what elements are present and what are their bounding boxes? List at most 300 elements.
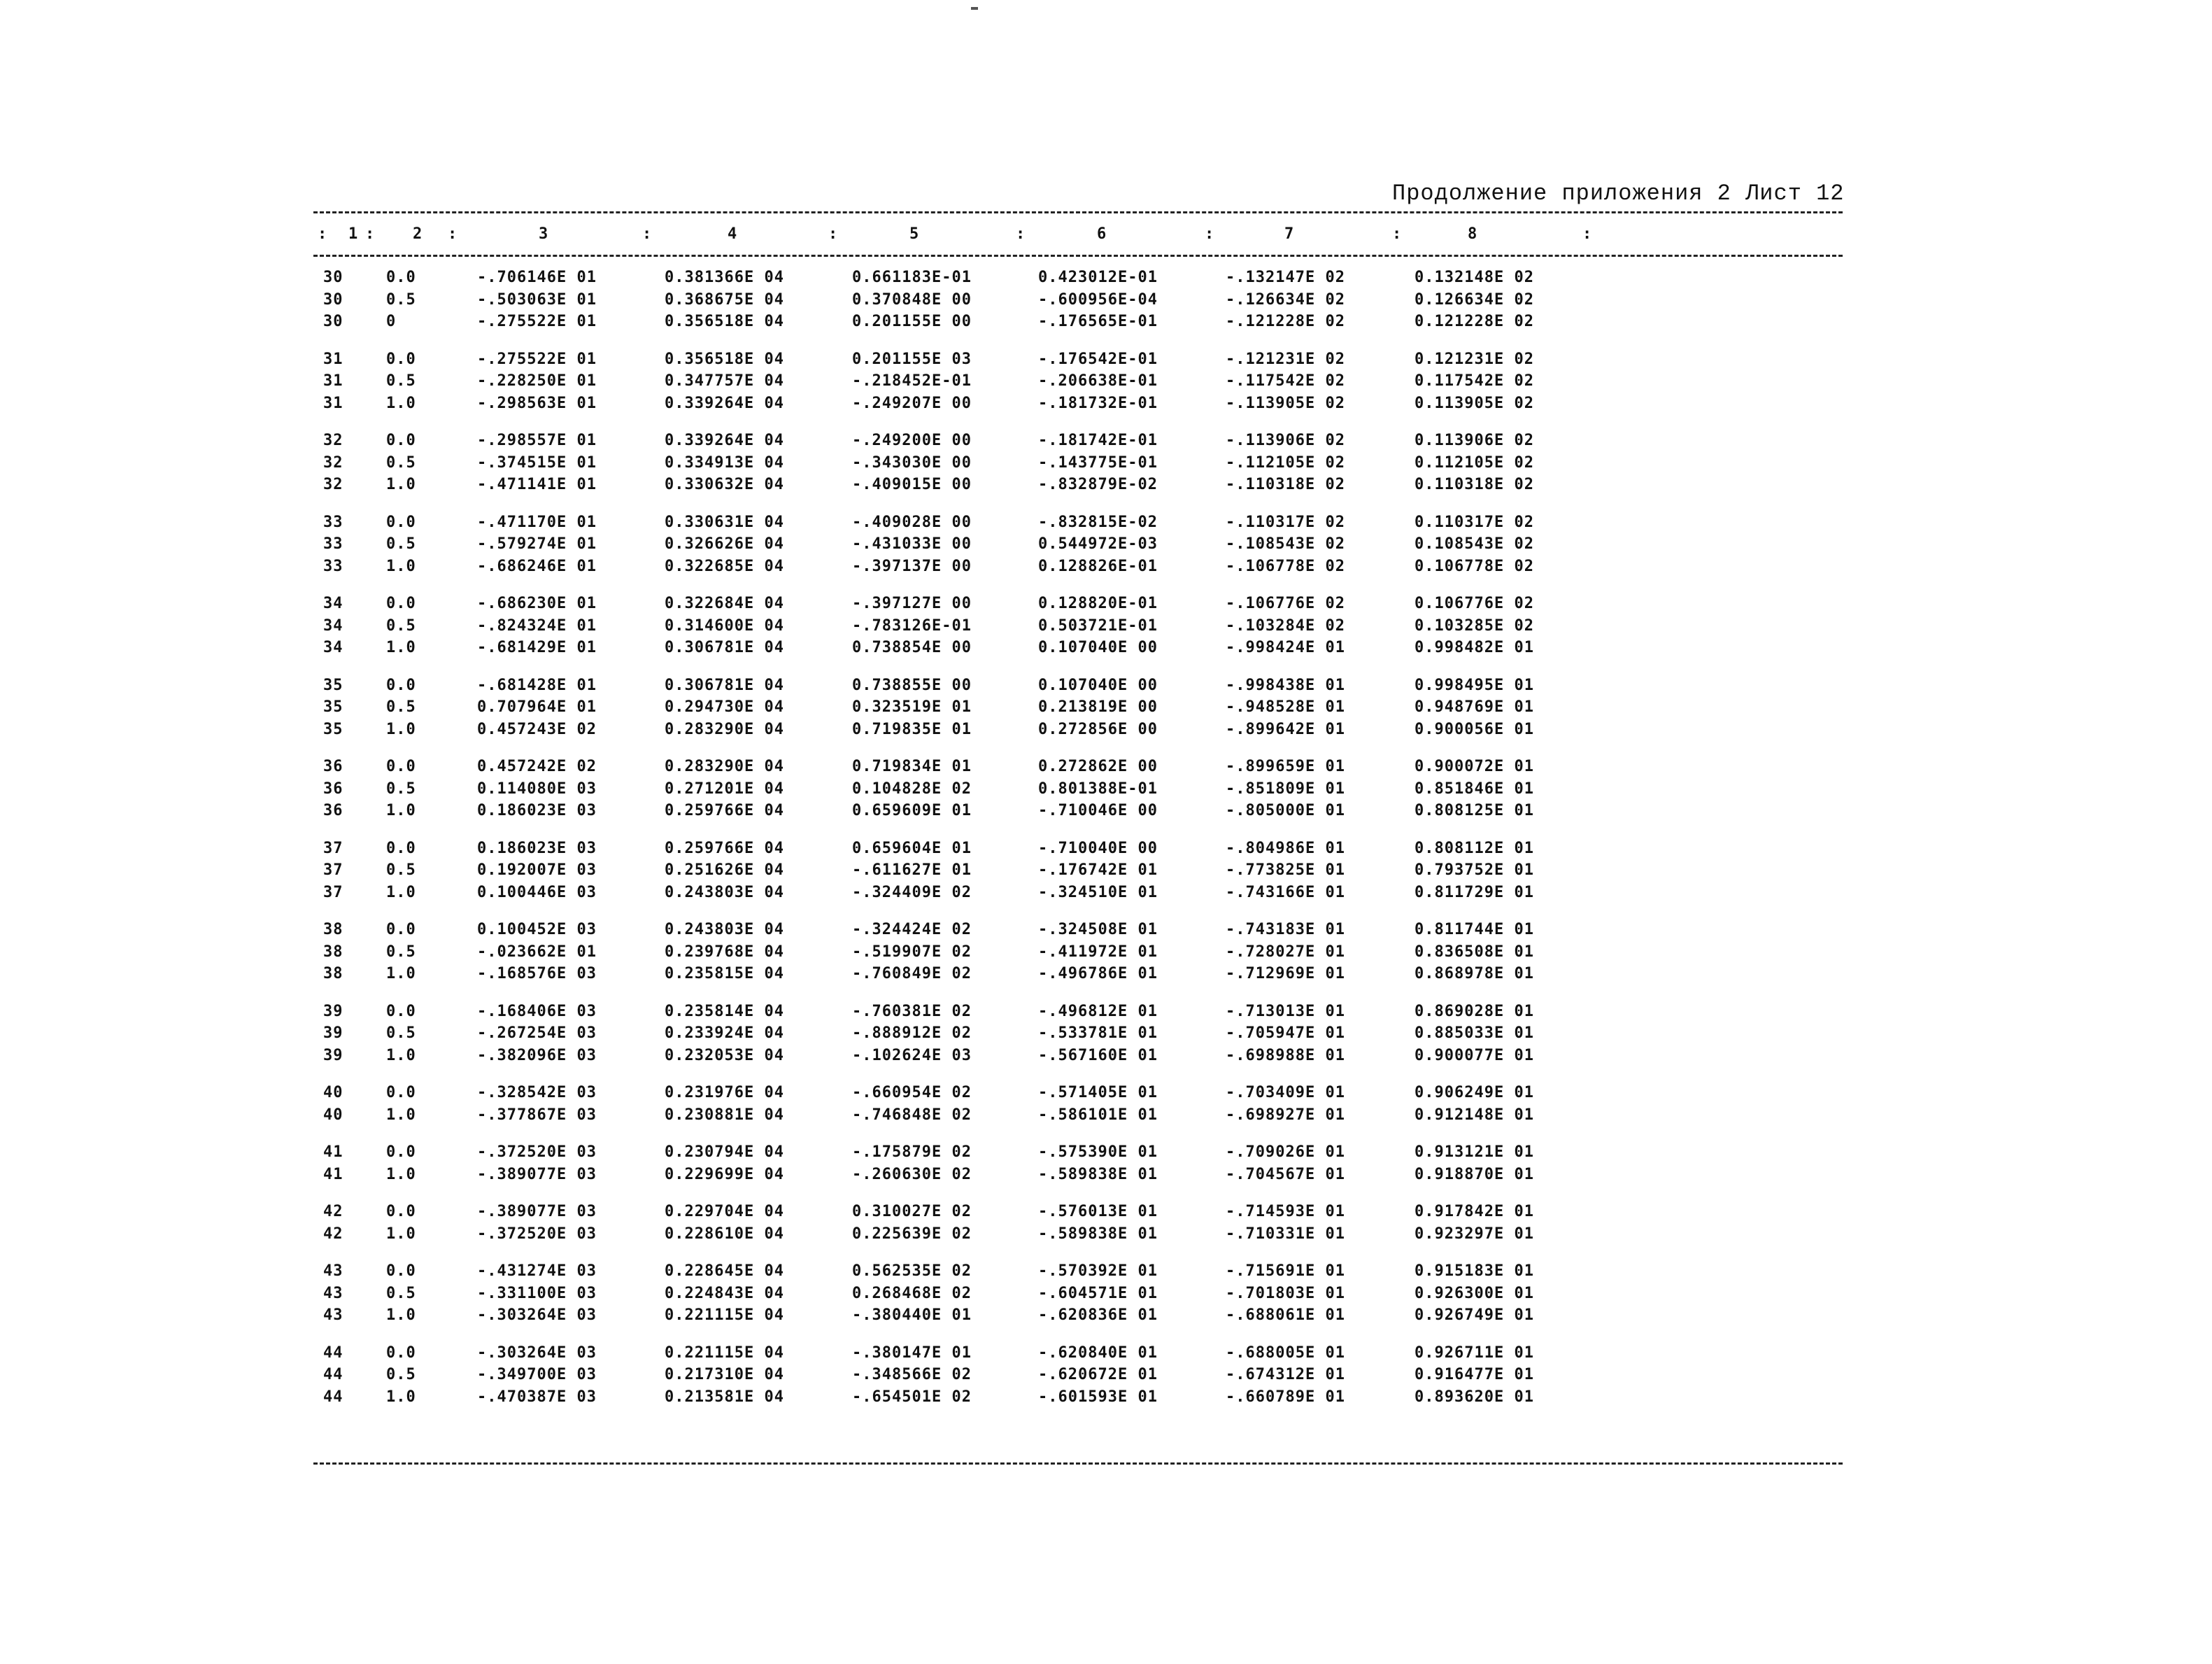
cell-col-6: -.589838E 01: [1038, 1166, 1158, 1183]
cell-col-2: 0.0: [386, 432, 416, 449]
cell-col-1: 36: [323, 780, 343, 798]
cell-col-1: 34: [323, 617, 343, 635]
cell-col-6: 0.801388E-01: [1038, 780, 1158, 798]
cell-col-8: 0.132148E 02: [1415, 269, 1534, 286]
cell-col-2: 1.0: [386, 721, 416, 738]
cell-col-6: -.324510E 01: [1038, 884, 1158, 901]
cell-col-4: 0.347757E 04: [665, 372, 784, 390]
cell-col-5: -.249200E 00: [852, 432, 972, 449]
cell-col-7: -.710331E 01: [1226, 1225, 1345, 1243]
cell-col-2: 0.5: [386, 1366, 416, 1383]
cell-col-6: 0.213819E 00: [1038, 698, 1158, 716]
cell-col-5: -.409028E 00: [852, 514, 972, 531]
cell-col-7: -.703409E 01: [1226, 1084, 1345, 1101]
cell-col-5: -.760849E 02: [852, 965, 972, 982]
cell-col-1: 31: [323, 395, 343, 412]
cell-col-1: 38: [323, 943, 343, 961]
cell-col-7: -.126634E 02: [1226, 291, 1345, 309]
cell-col-7: -.688005E 01: [1226, 1344, 1345, 1362]
cell-col-1: 44: [323, 1344, 343, 1362]
cell-col-4: 0.322684E 04: [665, 595, 784, 612]
cell-col-8: 0.912148E 01: [1415, 1106, 1534, 1124]
cell-col-4: 0.239768E 04: [665, 943, 784, 961]
column-separator: :: [1205, 225, 1214, 243]
cell-col-6: -.832815E-02: [1038, 514, 1158, 531]
cell-col-4: 0.330631E 04: [665, 514, 784, 531]
cell-col-2: 0.5: [386, 1285, 416, 1302]
cell-col-3: 0.707964E 01: [477, 698, 597, 716]
cell-col-7: -.106776E 02: [1226, 595, 1345, 612]
cell-col-7: -.713013E 01: [1226, 1003, 1345, 1020]
cell-col-2: 0.0: [386, 1143, 416, 1161]
cell-col-2: 0.0: [386, 351, 416, 368]
cell-col-1: 33: [323, 558, 343, 575]
column-header-8: 8: [1468, 225, 1477, 243]
cell-col-3: -.579274E 01: [477, 535, 597, 553]
cell-col-1: 30: [323, 291, 343, 309]
cell-col-7: -.106778E 02: [1226, 558, 1345, 575]
cell-col-7: -.998424E 01: [1226, 639, 1345, 656]
cell-col-3: -.382096E 03: [477, 1047, 597, 1064]
cell-col-5: -.611627E 01: [852, 861, 972, 879]
cell-col-8: 0.926300E 01: [1415, 1285, 1534, 1302]
cell-col-6: 0.544972E-03: [1038, 535, 1158, 553]
cell-col-1: 32: [323, 476, 343, 493]
cell-col-5: 0.310027E 02: [852, 1203, 972, 1220]
cell-col-3: -.824324E 01: [477, 617, 597, 635]
column-separator: :: [642, 225, 652, 243]
cell-col-8: 0.808125E 01: [1415, 802, 1534, 819]
cell-col-5: 0.661183E-01: [852, 269, 972, 286]
cell-col-7: -.804986E 01: [1226, 840, 1345, 857]
cell-col-2: 0.5: [386, 698, 416, 716]
cell-col-1: 42: [323, 1225, 343, 1243]
cell-col-8: 0.110317E 02: [1415, 514, 1534, 531]
cell-col-4: 0.235815E 04: [665, 965, 784, 982]
cell-col-3: -.686246E 01: [477, 558, 597, 575]
cell-col-7: -.743166E 01: [1226, 884, 1345, 901]
cell-col-3: 0.186023E 03: [477, 840, 597, 857]
cell-col-6: -.496812E 01: [1038, 1003, 1158, 1020]
cell-col-6: -.601593E 01: [1038, 1388, 1158, 1406]
cell-col-8: 0.926749E 01: [1415, 1306, 1534, 1324]
cell-col-2: 0.0: [386, 840, 416, 857]
cell-col-2: 0.5: [386, 535, 416, 553]
cell-col-3: 0.186023E 03: [477, 802, 597, 819]
cell-col-1: 43: [323, 1306, 343, 1324]
cell-col-3: -.372520E 03: [477, 1225, 597, 1243]
cell-col-7: -.709026E 01: [1226, 1143, 1345, 1161]
cell-col-2: 0.5: [386, 780, 416, 798]
column-header-4: 4: [728, 225, 737, 243]
cell-col-8: 0.913121E 01: [1415, 1143, 1534, 1161]
cell-col-4: 0.243803E 04: [665, 884, 784, 901]
cell-col-6: -.571405E 01: [1038, 1084, 1158, 1101]
cell-col-6: -.576013E 01: [1038, 1203, 1158, 1220]
cell-col-8: 0.121228E 02: [1415, 313, 1534, 330]
cell-col-8: 0.103285E 02: [1415, 617, 1534, 635]
cell-col-8: 0.113906E 02: [1415, 432, 1534, 449]
cell-col-2: 0.5: [386, 617, 416, 635]
cell-col-7: -.701803E 01: [1226, 1285, 1345, 1302]
cell-col-8: 0.112105E 02: [1415, 454, 1534, 472]
cell-col-6: 0.107040E 00: [1038, 677, 1158, 694]
cell-col-6: -.710040E 00: [1038, 840, 1158, 857]
cell-col-2: 1.0: [386, 1166, 416, 1183]
cell-col-5: -.783126E-01: [852, 617, 972, 635]
cell-col-6: -.567160E 01: [1038, 1047, 1158, 1064]
cell-col-6: -.181732E-01: [1038, 395, 1158, 412]
cell-col-4: 0.235814E 04: [665, 1003, 784, 1020]
cell-col-3: -.389077E 03: [477, 1203, 597, 1220]
cell-col-8: 0.906249E 01: [1415, 1084, 1534, 1101]
cell-col-2: 0.0: [386, 677, 416, 694]
cell-col-3: -.372520E 03: [477, 1143, 597, 1161]
cell-col-2: 0.5: [386, 861, 416, 879]
cell-col-2: 0.0: [386, 921, 416, 938]
cell-col-3: -.023662E 01: [477, 943, 597, 961]
column-separator: :: [828, 225, 838, 243]
cell-col-7: -.851809E 01: [1226, 780, 1345, 798]
cell-col-2: 0: [386, 313, 397, 330]
cell-col-3: -.681429E 01: [477, 639, 597, 656]
cell-col-3: -.686230E 01: [477, 595, 597, 612]
cell-col-4: 0.326626E 04: [665, 535, 784, 553]
cell-col-6: -.620672E 01: [1038, 1366, 1158, 1383]
cell-col-1: 37: [323, 884, 343, 901]
cell-col-5: -.343030E 00: [852, 454, 972, 472]
column-separator: :: [365, 225, 375, 243]
cell-col-6: -.575390E 01: [1038, 1143, 1158, 1161]
cell-col-1: 31: [323, 372, 343, 390]
cell-col-4: 0.230794E 04: [665, 1143, 784, 1161]
cell-col-1: 43: [323, 1285, 343, 1302]
cell-col-3: -.349700E 03: [477, 1366, 597, 1383]
cell-col-7: -.113906E 02: [1226, 432, 1345, 449]
cell-col-2: 1.0: [386, 802, 416, 819]
cell-col-7: -.110318E 02: [1226, 476, 1345, 493]
cell-col-6: -.324508E 01: [1038, 921, 1158, 938]
cell-col-5: -.746848E 02: [852, 1106, 972, 1124]
cell-col-5: 0.201155E 00: [852, 313, 972, 330]
cell-col-5: -.760381E 02: [852, 1003, 972, 1020]
cell-col-3: -.681428E 01: [477, 677, 597, 694]
cell-col-1: 33: [323, 514, 343, 531]
cell-col-8: 0.108543E 02: [1415, 535, 1534, 553]
cell-col-5: -.888912E 02: [852, 1024, 972, 1042]
cell-col-1: 41: [323, 1166, 343, 1183]
cell-col-8: 0.811744E 01: [1415, 921, 1534, 938]
cell-col-1: 39: [323, 1047, 343, 1064]
cell-col-6: -.570392E 01: [1038, 1262, 1158, 1280]
cell-col-2: 0.0: [386, 514, 416, 531]
cell-col-2: 0.5: [386, 372, 416, 390]
cell-col-4: 0.314600E 04: [665, 617, 784, 635]
cell-col-4: 0.330632E 04: [665, 476, 784, 493]
cell-col-7: -.705947E 01: [1226, 1024, 1345, 1042]
cell-col-5: -.175879E 02: [852, 1143, 972, 1161]
cell-col-6: -.620836E 01: [1038, 1306, 1158, 1324]
cell-col-2: 1.0: [386, 1047, 416, 1064]
cell-col-7: -.112105E 02: [1226, 454, 1345, 472]
cell-col-5: 0.225639E 02: [852, 1225, 972, 1243]
cell-col-5: 0.719834E 01: [852, 758, 972, 775]
cell-col-1: 36: [323, 802, 343, 819]
cell-col-4: 0.306781E 04: [665, 639, 784, 656]
cell-col-2: 0.0: [386, 1344, 416, 1362]
cell-col-7: -.704567E 01: [1226, 1166, 1345, 1183]
cell-col-4: 0.368675E 04: [665, 291, 784, 309]
cell-col-2: 1.0: [386, 884, 416, 901]
cell-col-7: -.773825E 01: [1226, 861, 1345, 879]
cell-col-7: -.121231E 02: [1226, 351, 1345, 368]
rule-top: [313, 211, 1843, 213]
cell-col-6: 0.272862E 00: [1038, 758, 1158, 775]
cell-col-1: 39: [323, 1024, 343, 1042]
cell-col-4: 0.221115E 04: [665, 1306, 784, 1324]
cell-col-3: -.374515E 01: [477, 454, 597, 472]
cell-col-7: -.110317E 02: [1226, 514, 1345, 531]
cell-col-5: 0.562535E 02: [852, 1262, 972, 1280]
cell-col-8: 0.916477E 01: [1415, 1366, 1534, 1383]
cell-col-8: 0.900077E 01: [1415, 1047, 1534, 1064]
cell-col-8: 0.998495E 01: [1415, 677, 1534, 694]
cell-col-4: 0.306781E 04: [665, 677, 784, 694]
cell-col-5: -.660954E 02: [852, 1084, 972, 1101]
cell-col-3: -.706146E 01: [477, 269, 597, 286]
cell-col-4: 0.251626E 04: [665, 861, 784, 879]
cell-col-1: 35: [323, 698, 343, 716]
cell-col-4: 0.294730E 04: [665, 698, 784, 716]
cell-col-4: 0.233924E 04: [665, 1024, 784, 1042]
cell-col-8: 0.808112E 01: [1415, 840, 1534, 857]
cell-col-3: -.470387E 03: [477, 1388, 597, 1406]
rule-bottom: [313, 1462, 1843, 1465]
cell-col-8: 0.900056E 01: [1415, 721, 1534, 738]
cell-col-6: -.604571E 01: [1038, 1285, 1158, 1302]
cell-col-6: 0.128826E-01: [1038, 558, 1158, 575]
cell-col-7: -.714593E 01: [1226, 1203, 1345, 1220]
cell-col-3: -.303264E 03: [477, 1306, 597, 1324]
cell-col-1: 43: [323, 1262, 343, 1280]
cell-col-6: -.496786E 01: [1038, 965, 1158, 982]
cell-col-4: 0.213581E 04: [665, 1388, 784, 1406]
column-separator: :: [448, 225, 458, 243]
cell-col-5: 0.738855E 00: [852, 677, 972, 694]
column-header-3: 3: [539, 225, 548, 243]
cell-col-3: 0.100452E 03: [477, 921, 597, 938]
cell-col-3: -.168576E 03: [477, 965, 597, 982]
cell-col-5: -.218452E-01: [852, 372, 972, 390]
cell-col-8: 0.917842E 01: [1415, 1203, 1534, 1220]
cell-col-8: 0.948769E 01: [1415, 698, 1534, 716]
cell-col-2: 0.5: [386, 943, 416, 961]
cell-col-7: -.715691E 01: [1226, 1262, 1345, 1280]
cell-col-8: 0.106778E 02: [1415, 558, 1534, 575]
column-header-2: 2: [413, 225, 423, 243]
cell-col-8: 0.836508E 01: [1415, 943, 1534, 961]
cell-col-4: 0.283290E 04: [665, 721, 784, 738]
cell-col-8: 0.923297E 01: [1415, 1225, 1534, 1243]
cell-col-1: 42: [323, 1203, 343, 1220]
cell-col-5: 0.201155E 03: [852, 351, 972, 368]
cell-col-2: 1.0: [386, 558, 416, 575]
cell-col-3: -.303264E 03: [477, 1344, 597, 1362]
cell-col-8: 0.885033E 01: [1415, 1024, 1534, 1042]
cell-col-8: 0.110318E 02: [1415, 476, 1534, 493]
cell-col-8: 0.893620E 01: [1415, 1388, 1534, 1406]
cell-col-3: 0.114080E 03: [477, 780, 597, 798]
cell-col-6: -.710046E 00: [1038, 802, 1158, 819]
cell-col-7: -.121228E 02: [1226, 313, 1345, 330]
cell-col-1: 37: [323, 861, 343, 879]
cell-col-8: 0.851846E 01: [1415, 780, 1534, 798]
cell-col-8: 0.811729E 01: [1415, 884, 1534, 901]
cell-col-4: 0.229699E 04: [665, 1166, 784, 1183]
cell-col-5: -.397127E 00: [852, 595, 972, 612]
cell-col-6: -.176565E-01: [1038, 313, 1158, 330]
cell-col-1: 44: [323, 1388, 343, 1406]
cell-col-7: -.674312E 01: [1226, 1366, 1345, 1383]
cell-col-3: 0.457242E 02: [477, 758, 597, 775]
cell-col-7: -.998438E 01: [1226, 677, 1345, 694]
cell-col-8: 0.106776E 02: [1415, 595, 1534, 612]
cell-col-3: -.471141E 01: [477, 476, 597, 493]
cell-col-7: -.688061E 01: [1226, 1306, 1345, 1324]
cell-col-2: 0.0: [386, 1262, 416, 1280]
cell-col-7: -.117542E 02: [1226, 372, 1345, 390]
cell-col-3: 0.457243E 02: [477, 721, 597, 738]
cell-col-6: -.533781E 01: [1038, 1024, 1158, 1042]
cell-col-4: 0.224843E 04: [665, 1285, 784, 1302]
cell-col-5: -.102624E 03: [852, 1047, 972, 1064]
cell-col-1: 37: [323, 840, 343, 857]
cell-col-1: 38: [323, 921, 343, 938]
cell-col-1: 44: [323, 1366, 343, 1383]
cell-col-6: -.589838E 01: [1038, 1225, 1158, 1243]
cell-col-6: -.832879E-02: [1038, 476, 1158, 493]
cell-col-2: 1.0: [386, 639, 416, 656]
cell-col-6: -.206638E-01: [1038, 372, 1158, 390]
cell-col-4: 0.334913E 04: [665, 454, 784, 472]
cell-col-5: 0.659604E 01: [852, 840, 972, 857]
cell-col-4: 0.339264E 04: [665, 432, 784, 449]
column-header-6: 6: [1097, 225, 1107, 243]
cell-col-4: 0.322685E 04: [665, 558, 784, 575]
cell-col-6: -.176542E-01: [1038, 351, 1158, 368]
cell-col-4: 0.356518E 04: [665, 351, 784, 368]
cell-col-3: -.377867E 03: [477, 1106, 597, 1124]
cell-col-4: 0.283290E 04: [665, 758, 784, 775]
cell-col-1: 30: [323, 269, 343, 286]
cell-col-2: 1.0: [386, 1225, 416, 1243]
cell-col-1: 40: [323, 1106, 343, 1124]
cell-col-8: 0.126634E 02: [1415, 291, 1534, 309]
cell-col-8: 0.117542E 02: [1415, 372, 1534, 390]
cell-col-3: -.267254E 03: [477, 1024, 597, 1042]
cell-col-3: -.275522E 01: [477, 313, 597, 330]
cell-col-1: 36: [323, 758, 343, 775]
cell-col-2: 0.5: [386, 291, 416, 309]
cell-col-3: -.298563E 01: [477, 395, 597, 412]
cell-col-7: -.103284E 02: [1226, 617, 1345, 635]
cell-col-1: 38: [323, 965, 343, 982]
cell-col-7: -.948528E 01: [1226, 698, 1345, 716]
cell-col-4: 0.232053E 04: [665, 1047, 784, 1064]
cell-col-7: -.743183E 01: [1226, 921, 1345, 938]
cell-col-4: 0.230881E 04: [665, 1106, 784, 1124]
cell-col-6: -.411972E 01: [1038, 943, 1158, 961]
cell-col-3: -.471170E 01: [477, 514, 597, 531]
cell-col-6: 0.423012E-01: [1038, 269, 1158, 286]
cell-col-1: 35: [323, 677, 343, 694]
cell-col-6: 0.503721E-01: [1038, 617, 1158, 635]
column-separator: :: [318, 225, 327, 243]
cell-col-5: -.348566E 02: [852, 1366, 972, 1383]
cell-col-1: 41: [323, 1143, 343, 1161]
cell-col-1: 32: [323, 454, 343, 472]
cell-col-4: 0.229704E 04: [665, 1203, 784, 1220]
cell-col-8: 0.121231E 02: [1415, 351, 1534, 368]
cell-col-5: -.380440E 01: [852, 1306, 972, 1324]
column-header-5: 5: [909, 225, 919, 243]
cell-col-5: -.409015E 00: [852, 476, 972, 493]
cell-col-3: -.503063E 01: [477, 291, 597, 309]
cell-col-4: 0.243803E 04: [665, 921, 784, 938]
cell-col-5: -.324424E 02: [852, 921, 972, 938]
cell-col-5: -.519907E 02: [852, 943, 972, 961]
cell-col-1: 31: [323, 351, 343, 368]
cell-col-3: 0.192007E 03: [477, 861, 597, 879]
cell-col-7: -.805000E 01: [1226, 802, 1345, 819]
cell-col-4: 0.339264E 04: [665, 395, 784, 412]
cell-col-8: 0.900072E 01: [1415, 758, 1534, 775]
cell-col-5: -.431033E 00: [852, 535, 972, 553]
cell-col-3: -.168406E 03: [477, 1003, 597, 1020]
cell-col-2: 0.0: [386, 1084, 416, 1101]
cell-col-8: 0.918870E 01: [1415, 1166, 1534, 1183]
cell-col-2: 0.0: [386, 269, 416, 286]
cell-col-3: -.331100E 03: [477, 1285, 597, 1302]
cell-col-2: 0.0: [386, 1203, 416, 1220]
rule-header-bottom: [313, 255, 1843, 257]
cell-col-3: -.328542E 03: [477, 1084, 597, 1101]
cell-col-7: -.728027E 01: [1226, 943, 1345, 961]
cell-col-6: 0.272856E 00: [1038, 721, 1158, 738]
cell-col-7: -.899642E 01: [1226, 721, 1345, 738]
cell-col-4: 0.228610E 04: [665, 1225, 784, 1243]
cell-col-6: 0.107040E 00: [1038, 639, 1158, 656]
cell-col-3: 0.100446E 03: [477, 884, 597, 901]
cell-col-7: -.712969E 01: [1226, 965, 1345, 982]
cell-col-3: -.275522E 01: [477, 351, 597, 368]
cell-col-2: 1.0: [386, 1306, 416, 1324]
column-header-1: 1: [348, 225, 358, 243]
cell-col-5: -.654501E 02: [852, 1388, 972, 1406]
cell-col-7: -.698988E 01: [1226, 1047, 1345, 1064]
cell-col-2: 1.0: [386, 476, 416, 493]
column-separator: :: [1016, 225, 1026, 243]
cell-col-8: 0.998482E 01: [1415, 639, 1534, 656]
cell-col-2: 0.5: [386, 1024, 416, 1042]
scan-mark: [971, 7, 978, 10]
cell-col-2: 0.0: [386, 1003, 416, 1020]
cell-col-1: 39: [323, 1003, 343, 1020]
cell-col-7: -.108543E 02: [1226, 535, 1345, 553]
cell-col-4: 0.231976E 04: [665, 1084, 784, 1101]
cell-col-5: 0.738854E 00: [852, 639, 972, 656]
cell-col-4: 0.217310E 04: [665, 1366, 784, 1383]
